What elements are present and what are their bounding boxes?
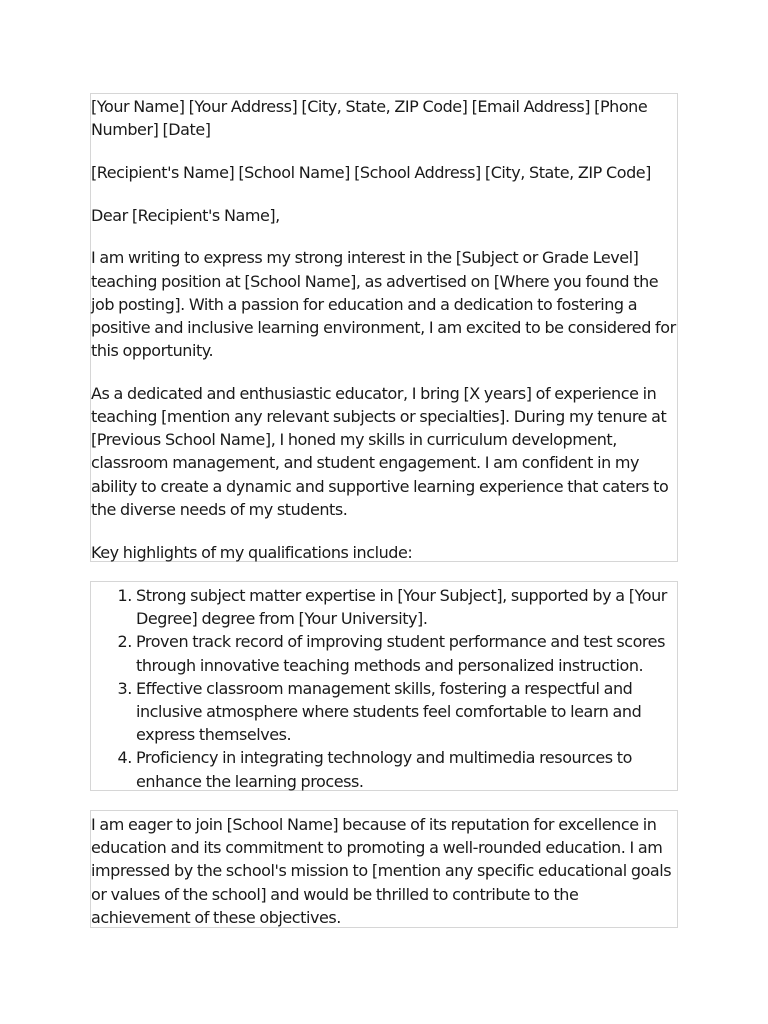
- experience-paragraph: As a dedicated and enthusiastic educator, I bring [X years] of experience in teaching [mention any relevant subjects or specialties]. During my tenure at [Previous School Name], I honed my skills in curriculum development, classroom management, and student engagement. I am confident in my ability to create a dynamic and supportive learning experience that caters to the diverse needs of my students.: [91, 383, 669, 519]
- list-item: 3. Effective classroom management skills, fostering a respectful and inclusive atmosphere where students feel comfortable to learn and express themselves.: [136, 677, 677, 747]
- list-item: 2. Proven track record of improving student performance and test scores through innovative teaching methods and personalized instruction.: [136, 630, 677, 676]
- closing-section: [90, 810, 678, 928]
- highlights-intro: Key highlights of my qualifications include:: [91, 542, 413, 562]
- closing-paragraph: I am eager to join [School Name] because of its reputation for excellence in education and its commitment to promoting a well-rounded education. I am impressed by the school's mission to [mention any specific educational goals or values of the school] and would be thrilled to contribute to the achievement of these objectives.: [91, 815, 672, 927]
- highlights-section: [90, 581, 678, 791]
- list-item: 1. Strong subject matter expertise in [Your Subject], supported by a [Your Degree] degree from [Your University].: [136, 584, 677, 630]
- sender-address-line: [Your Name] [Your Address] [City, State, ZIP Code] [Email Address] [Phone Number] [Date]: [91, 97, 648, 140]
- salutation: Dear [Recipient's Name],: [91, 205, 280, 225]
- letter-body-section: [90, 93, 678, 562]
- recipient-address-line: [Recipient's Name] [School Name] [School Address] [City, State, ZIP Code]: [91, 162, 651, 182]
- highlights-list: [91, 584, 677, 793]
- intro-paragraph: I am writing to express my strong interest in the [Subject or Grade Level] teaching position at [School Name], as advertised on [Where you found the job posting]. With a passion for education and a dedication to fostering a positive and inclusive learning environment, I am excited to be considered for this opportunity.: [91, 248, 676, 361]
- list-item: 4. Proficiency in integrating technology and multimedia resources to enhance the learning process.: [136, 746, 677, 792]
